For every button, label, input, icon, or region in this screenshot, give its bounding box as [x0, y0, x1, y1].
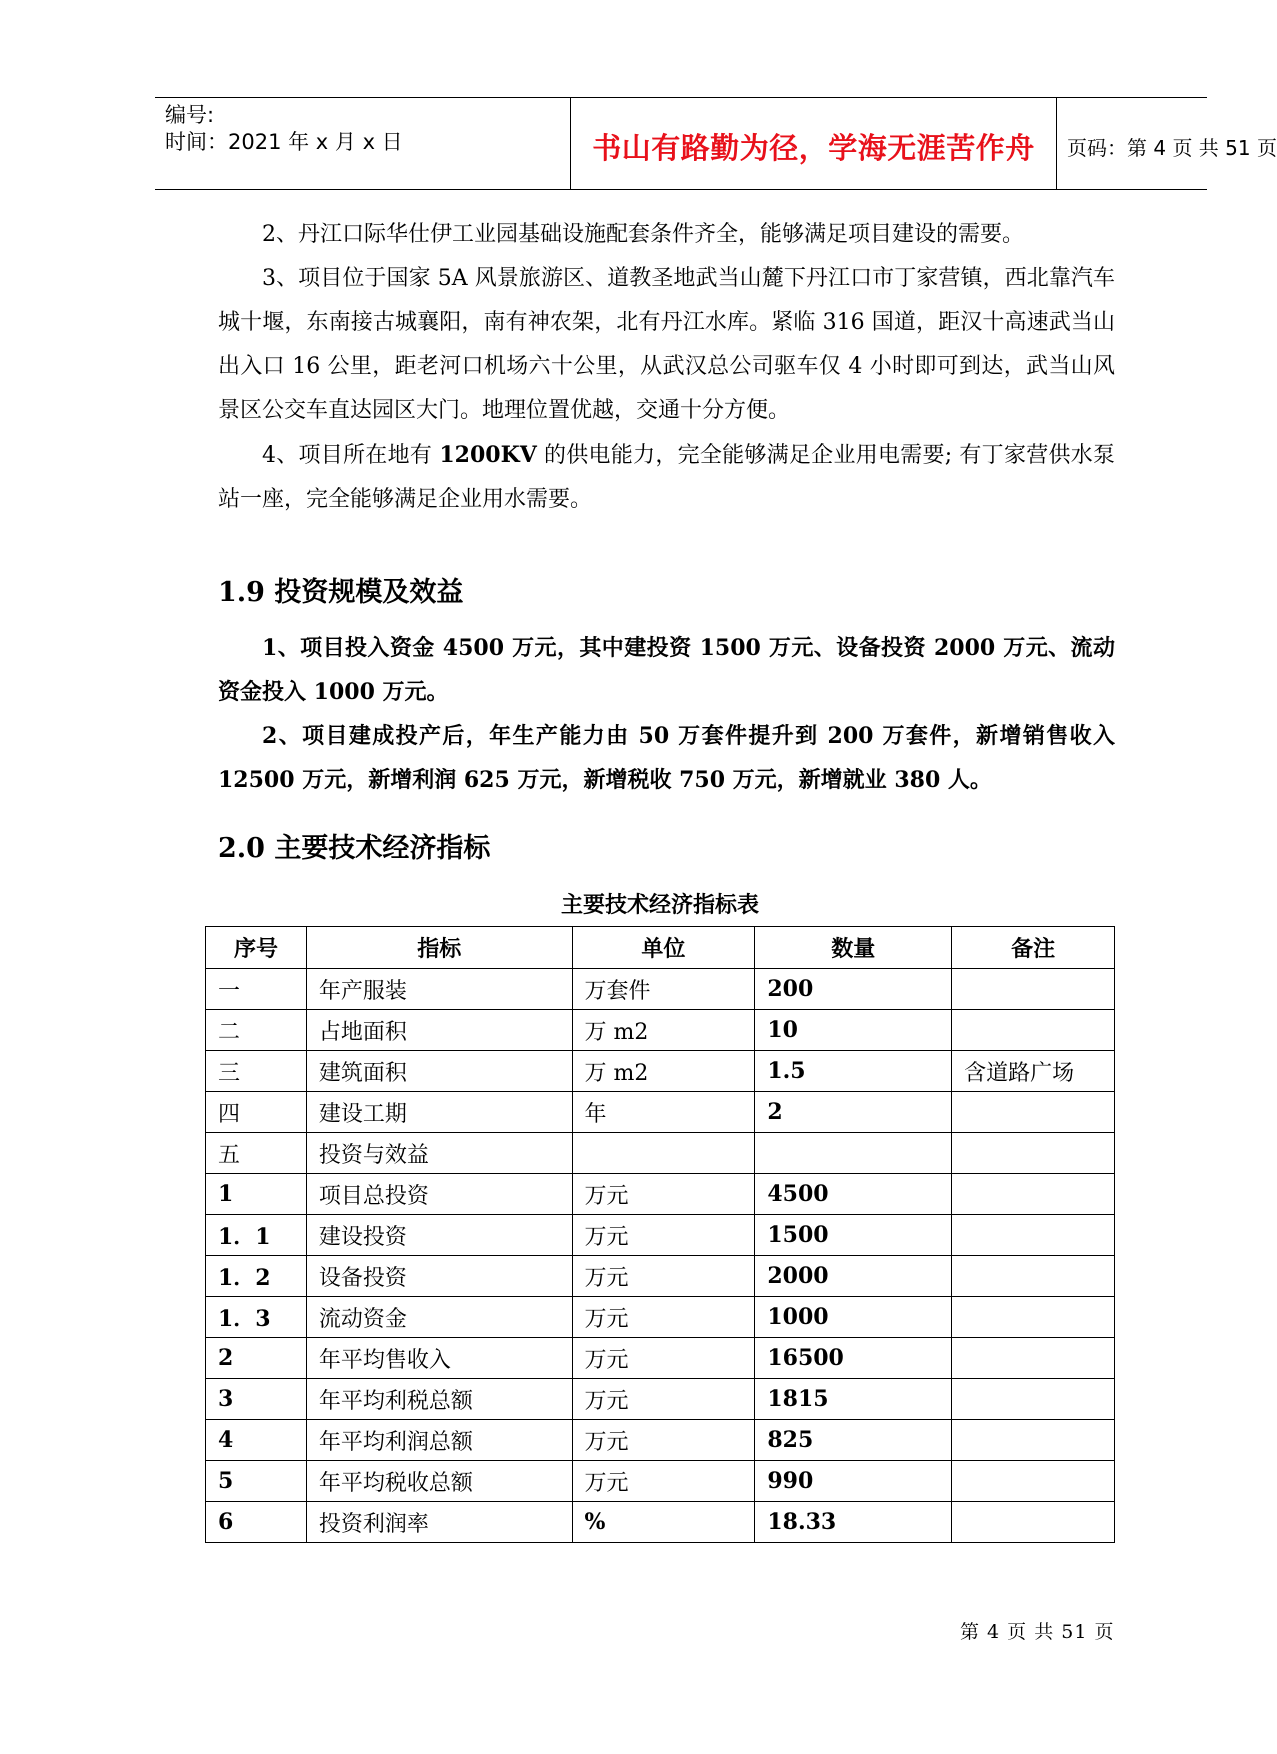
table-cell: 四: [206, 1092, 307, 1133]
table-cell: 投资与效益: [306, 1133, 572, 1174]
table-row: [206, 1092, 1115, 1133]
table-cell: 占地面积: [306, 1010, 572, 1051]
header-page-info: 页码：第 4 页 共 51 页: [1067, 136, 1277, 160]
p4-bold: 1200KV: [439, 442, 537, 468]
table-cell: [952, 1420, 1115, 1461]
table-cell: 一: [206, 969, 307, 1010]
table-cell: 2: [755, 1092, 952, 1133]
table-cell: 18.33: [755, 1502, 952, 1543]
table-cell: 年平均利润总额: [306, 1420, 572, 1461]
table-cell: 4500: [755, 1174, 952, 1215]
table-cell: 5: [206, 1461, 307, 1502]
table-cell: 三: [206, 1051, 307, 1092]
column-header: 序号: [206, 927, 307, 969]
table-cell: 建设工期: [306, 1092, 572, 1133]
table-cell: [952, 1215, 1115, 1256]
table-cell: [952, 1092, 1115, 1133]
table-cell: [952, 1256, 1115, 1297]
date-text: 时间：2021 年 x 月 x 日: [165, 130, 403, 154]
table-row: [206, 1297, 1115, 1338]
table-cell: 1．2: [206, 1256, 307, 1297]
table-cell: 年平均利税总额: [306, 1379, 572, 1420]
table-cell: 万套件: [572, 969, 755, 1010]
table-cell: 2: [206, 1338, 307, 1379]
table-row: [206, 1338, 1115, 1379]
table-cell: 含道路广场: [952, 1051, 1115, 1092]
table-cell: 万元: [572, 1461, 755, 1502]
page-footer: 第 4 页 共 51 页: [960, 1621, 1115, 1643]
investment-text: [218, 626, 1115, 802]
table-cell: 万 m2: [572, 1010, 755, 1051]
table-cell: 流动资金: [306, 1297, 572, 1338]
table-cell: 1815: [755, 1379, 952, 1420]
table-header-row: [206, 927, 1115, 969]
serial-label: 编号:: [165, 103, 215, 127]
table-cell: 万元: [572, 1174, 755, 1215]
table-cell: [755, 1133, 952, 1174]
table-cell: [952, 1338, 1115, 1379]
table-cell: [952, 1010, 1115, 1051]
table-row: [206, 1133, 1115, 1174]
table-row: [206, 969, 1115, 1010]
table-cell: %: [572, 1502, 755, 1543]
column-header: 指标: [306, 927, 572, 969]
table-cell: [952, 1297, 1115, 1338]
table-cell: 万 m2: [572, 1051, 755, 1092]
table-cell: [952, 1174, 1115, 1215]
table-cell: [952, 1461, 1115, 1502]
table-cell: 万元: [572, 1420, 755, 1461]
table-row: [206, 1461, 1115, 1502]
table-cell: 五: [206, 1133, 307, 1174]
table-cell: 1000: [755, 1297, 952, 1338]
table-cell: 6: [206, 1502, 307, 1543]
table-cell: 1.5: [755, 1051, 952, 1092]
table-cell: 年: [572, 1092, 755, 1133]
table-cell: 825: [755, 1420, 952, 1461]
column-header: 单位: [572, 927, 755, 969]
table-cell: 1500: [755, 1215, 952, 1256]
section-2-0: [218, 829, 1115, 869]
table-row: [206, 1174, 1115, 1215]
table-cell: 1．1: [206, 1215, 307, 1256]
header-meta: [165, 98, 565, 189]
table-cell: 200: [755, 969, 952, 1010]
table-cell: 设备投资: [306, 1256, 572, 1297]
body-text: [218, 213, 1115, 522]
table-cell: 项目总投资: [306, 1174, 572, 1215]
table-cell: [572, 1133, 755, 1174]
p4-post: 的供电能力，完全能够满足企业用电需要; 有丁家营供水泵站一座，完全能够满足企业用水需要。: [218, 443, 1115, 512]
table-cell: 年产服装: [306, 969, 572, 1010]
column-header: 备注: [952, 927, 1115, 969]
table-cell: 990: [755, 1461, 952, 1502]
table-row: [206, 1215, 1115, 1256]
table-cell: 万元: [572, 1215, 755, 1256]
paragraph-4: [218, 433, 1115, 522]
table-cell: 投资利润率: [306, 1502, 572, 1543]
table-cell: 万元: [572, 1338, 755, 1379]
table-cell: [952, 1133, 1115, 1174]
table-cell: 1．3: [206, 1297, 307, 1338]
table-row: [206, 1420, 1115, 1461]
column-header: 数量: [755, 927, 952, 969]
table-body: [206, 969, 1115, 1543]
p4-pre: 4、项目所在地有: [262, 443, 440, 468]
table-row: [206, 1256, 1115, 1297]
table-cell: 建设投资: [306, 1215, 572, 1256]
table-cell: 年平均税收总额: [306, 1461, 572, 1502]
page-header: [155, 97, 1277, 190]
indicator-table: [205, 926, 1115, 1543]
table-cell: 万元: [572, 1379, 755, 1420]
table-cell: 3: [206, 1379, 307, 1420]
section-heading-2-0: 2.0 主要技术经济指标: [218, 833, 491, 864]
table-cell: 二: [206, 1010, 307, 1051]
table-cell: 年平均售收入: [306, 1338, 572, 1379]
table-cell: 万元: [572, 1256, 755, 1297]
section-heading-1-9: 1.9 投资规模及效益: [218, 577, 464, 608]
table-cell: 建筑面积: [306, 1051, 572, 1092]
header-motto-cell: [570, 98, 1057, 189]
investment-para-1: 1、项目投入资金 4500 万元，其中建投资 1500 万元、设备投资 2000 万元、流动资金投入 1000 万元。: [218, 635, 1115, 705]
table-row: [206, 1379, 1115, 1420]
table-cell: 10: [755, 1010, 952, 1051]
paragraph-2: 2、丹江口际华仕伊工业园基础设施配套条件齐全，能够满足项目建设的需要。: [262, 222, 1024, 247]
table-caption: 主要技术经济指标表: [560, 892, 759, 918]
table-cell: [952, 969, 1115, 1010]
table-row: [206, 1502, 1115, 1543]
table-cell: 1: [206, 1174, 307, 1215]
table-cell: [952, 1502, 1115, 1543]
table-row: [206, 1010, 1115, 1051]
header-motto: 书山有路勤为径，学海无涯苦作舟: [592, 131, 1035, 165]
paragraph-3: 3、项目位于国家 5A 风景旅游区、道教圣地武当山麓下丹江口市丁家营镇，西北靠汽车城十堰，东南接古城襄阳，南有神农架，北有丹江水库。紧临 316 国道，距汉十高速武当山出入口 16 公里，距老河口机场六十公里，从武汉总公司驱车仅 4 小时即可到达，武当山风景区公交车直达园区大门。地理位置优越，交通十分方便。: [218, 266, 1115, 423]
table-cell: 4: [206, 1420, 307, 1461]
investment-para-2: 2、项目建成投产后，年生产能力由 50 万套件提升到 200 万套件，新增销售收入 12500 万元，新增利润 625 万元，新增税收 750 万元，新增就业 380 人。: [218, 723, 1115, 793]
table-row: [206, 1051, 1115, 1092]
table-cell: 2000: [755, 1256, 952, 1297]
section-1-9: [218, 573, 1115, 613]
table-cell: 16500: [755, 1338, 952, 1379]
table-cell: 万元: [572, 1297, 755, 1338]
table-cell: [952, 1379, 1115, 1420]
